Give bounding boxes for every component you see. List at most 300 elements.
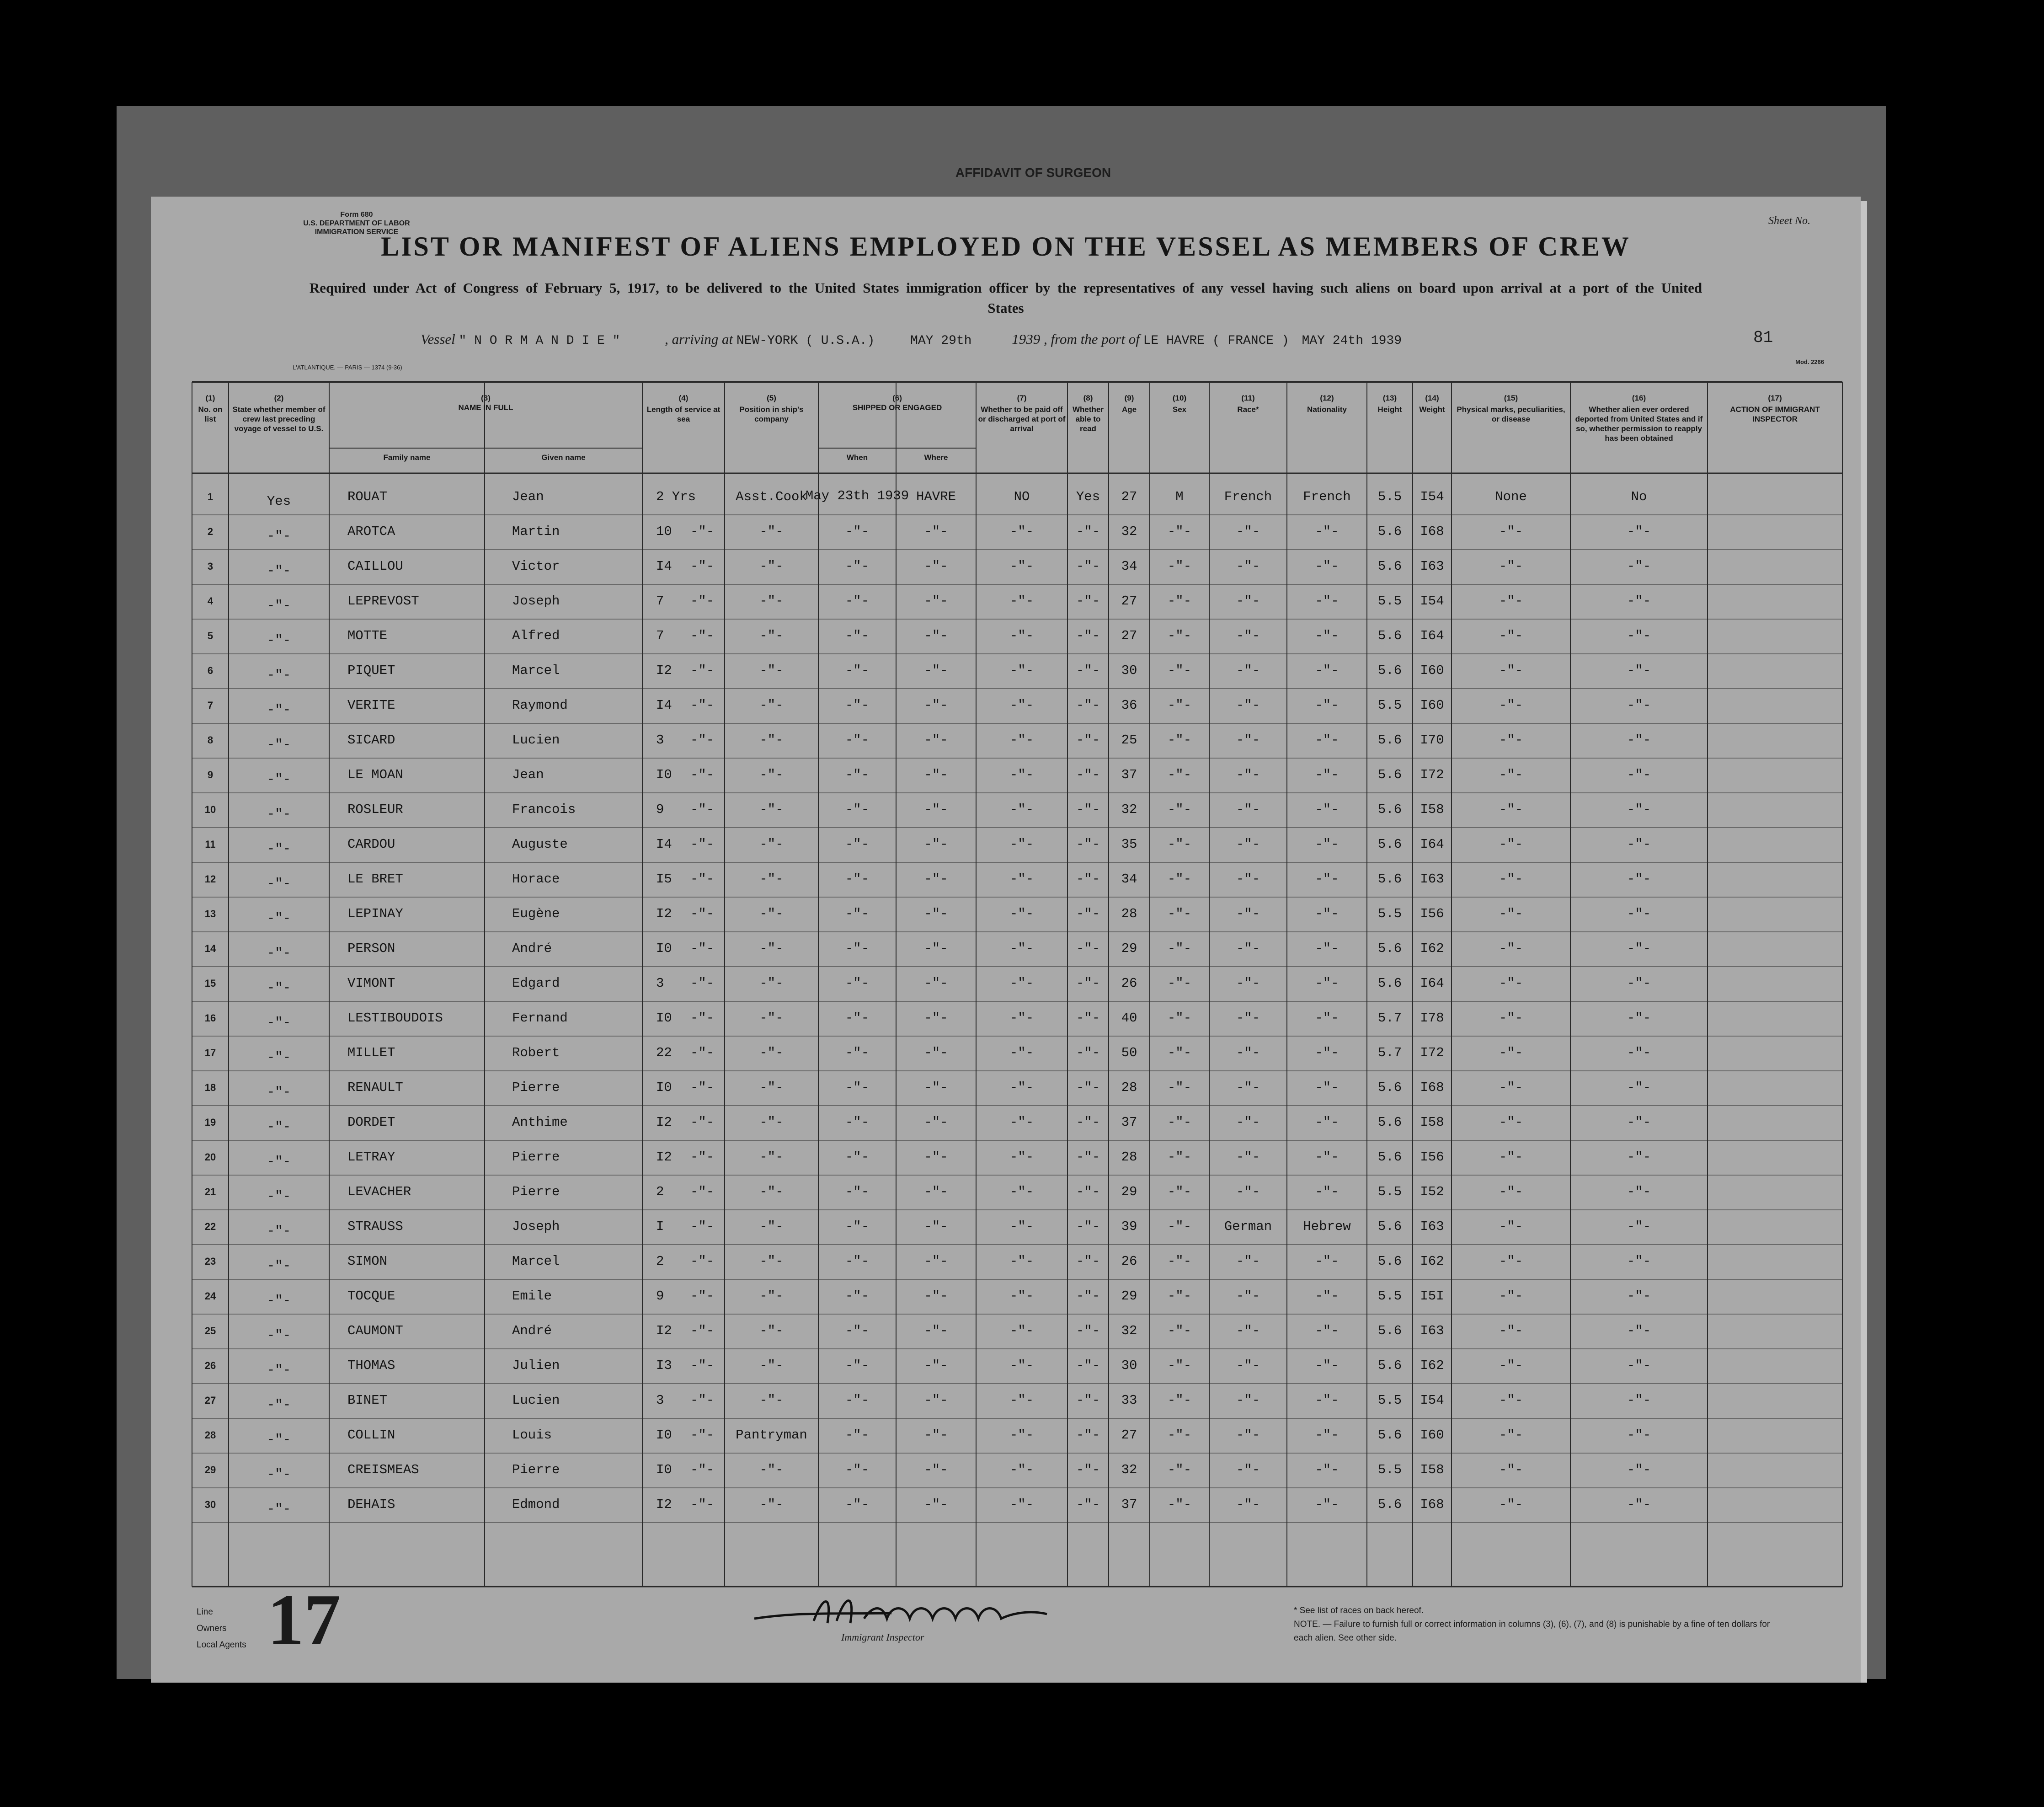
shipped-where-cell: -"- bbox=[924, 1288, 948, 1304]
age-cell: 26 bbox=[1121, 1254, 1137, 1269]
column-label: Whether alien ever ordered deported from United States and if so, whether permission to reapply has been obtained bbox=[1575, 405, 1703, 443]
race-cell: -"- bbox=[1236, 1080, 1260, 1095]
family-name-cell: CARDOU bbox=[347, 837, 395, 852]
height-cell: 5.6 bbox=[1377, 732, 1402, 748]
age-cell: 32 bbox=[1121, 802, 1137, 817]
column-header bbox=[1289, 393, 1365, 414]
read-cell: -"- bbox=[1076, 1497, 1100, 1512]
column-number: (10) bbox=[1172, 394, 1187, 402]
marks-cell: -"- bbox=[1499, 767, 1523, 782]
deported-cell: -"- bbox=[1627, 1149, 1651, 1165]
deported-cell: -"- bbox=[1627, 1254, 1651, 1269]
voyage-cell: -"- bbox=[267, 563, 291, 578]
shipped-where-cell: -"- bbox=[924, 1358, 948, 1373]
read-cell: -"- bbox=[1076, 802, 1100, 817]
read-cell: Yes bbox=[1076, 489, 1100, 504]
shipped-when-cell: -"- bbox=[845, 1323, 870, 1338]
given-name-cell: Julien bbox=[512, 1358, 560, 1373]
deported-cell: -"- bbox=[1627, 802, 1651, 817]
family-name-cell: LETRAY bbox=[347, 1149, 395, 1165]
read-cell: -"- bbox=[1076, 767, 1100, 782]
shipped-when-cell: -"- bbox=[845, 1184, 870, 1199]
row-number: 24 bbox=[204, 1290, 216, 1302]
arriving-label: , arriving at bbox=[665, 331, 733, 347]
departure-port: LE HAVRE ( FRANCE ) bbox=[1143, 334, 1289, 348]
position-cell: -"- bbox=[759, 1393, 784, 1408]
family-name-cell: LE MOAN bbox=[347, 767, 403, 782]
given-name-cell: André bbox=[512, 1323, 552, 1338]
paid-off-cell: -"- bbox=[1009, 1393, 1034, 1408]
deported-cell: -"- bbox=[1627, 906, 1651, 921]
paid-off-cell: -"- bbox=[1009, 1080, 1034, 1095]
column-label: NAME IN FULL bbox=[458, 403, 513, 412]
age-cell: 37 bbox=[1121, 1115, 1137, 1130]
sex-cell: -"- bbox=[1167, 559, 1192, 574]
shipped-when-cell: -"- bbox=[845, 1288, 870, 1304]
given-name-cell: Pierre bbox=[512, 1080, 560, 1095]
row-number: 8 bbox=[207, 734, 213, 746]
nationality-cell: -"- bbox=[1315, 767, 1339, 782]
given-name-cell: Marcel bbox=[512, 1254, 560, 1269]
column-header bbox=[331, 453, 483, 462]
column-label: Race* bbox=[1237, 405, 1259, 414]
service-cell: I2 bbox=[656, 1323, 672, 1338]
age-cell: 27 bbox=[1121, 1427, 1137, 1443]
row-number: 6 bbox=[207, 665, 213, 676]
deported-cell: -"- bbox=[1627, 976, 1651, 991]
service-cell: 7 bbox=[656, 593, 664, 609]
arrival-port: NEW-YORK ( U.S.A.) bbox=[736, 334, 875, 348]
position-cell: -"- bbox=[759, 1219, 784, 1234]
nationality-cell: -"- bbox=[1315, 1427, 1339, 1443]
height-cell: 5.6 bbox=[1377, 1497, 1402, 1512]
service-unit-cell: -"- bbox=[690, 593, 715, 609]
column-number: (1) bbox=[205, 394, 215, 402]
column-label: Weight bbox=[1419, 405, 1445, 414]
weight-cell: I56 bbox=[1420, 906, 1444, 921]
height-cell: 5.5 bbox=[1377, 1462, 1402, 1477]
deported-cell: -"- bbox=[1627, 1080, 1651, 1095]
service-unit-cell: -"- bbox=[690, 837, 715, 852]
family-name-cell: LEPINAY bbox=[347, 906, 403, 921]
column-header bbox=[820, 393, 974, 412]
service-unit-cell: -"- bbox=[690, 1184, 715, 1199]
paid-off-cell: -"- bbox=[1009, 1115, 1034, 1130]
column-number: (5) bbox=[767, 394, 776, 402]
service-cell: 9 bbox=[656, 802, 664, 817]
service-cell: I0 bbox=[656, 1462, 672, 1477]
position-cell: -"- bbox=[759, 1358, 784, 1373]
sex-cell: -"- bbox=[1167, 593, 1192, 609]
deported-cell: -"- bbox=[1627, 559, 1651, 574]
read-cell: -"- bbox=[1076, 593, 1100, 609]
race-cell: -"- bbox=[1236, 1358, 1260, 1373]
service-cell: I4 bbox=[656, 837, 672, 852]
voyage-cell: -"- bbox=[267, 529, 291, 544]
deported-cell: -"- bbox=[1627, 732, 1651, 748]
service-unit-cell: -"- bbox=[690, 524, 715, 539]
row-number: 19 bbox=[204, 1117, 216, 1128]
row-number: 20 bbox=[204, 1151, 216, 1163]
column-header bbox=[1110, 393, 1148, 414]
sheet-number: 81 bbox=[1753, 328, 1773, 347]
departure-date: MAY 24th 1939 bbox=[1302, 334, 1402, 348]
read-cell: -"- bbox=[1076, 871, 1100, 887]
shipped-when-cell: -"- bbox=[845, 732, 870, 748]
shipped-when-cell: -"- bbox=[845, 628, 870, 643]
family-name-cell: PERSON bbox=[347, 941, 395, 956]
age-cell: 32 bbox=[1121, 524, 1137, 539]
height-cell: 5.6 bbox=[1377, 628, 1402, 643]
deported-cell: -"- bbox=[1627, 1323, 1651, 1338]
age-cell: 28 bbox=[1121, 1149, 1137, 1165]
service-unit-cell: -"- bbox=[690, 1149, 715, 1165]
read-cell: -"- bbox=[1076, 1462, 1100, 1477]
nationality-cell: -"- bbox=[1315, 1393, 1339, 1408]
line-label: Line bbox=[197, 1607, 213, 1617]
paid-off-cell: -"- bbox=[1009, 976, 1034, 991]
race-cell: -"- bbox=[1236, 732, 1260, 748]
service-cell: I2 bbox=[656, 906, 672, 921]
height-cell: 5.5 bbox=[1377, 1184, 1402, 1199]
paid-off-cell: -"- bbox=[1009, 1288, 1034, 1304]
height-cell: 5.5 bbox=[1377, 593, 1402, 609]
row-number: 14 bbox=[204, 943, 216, 954]
paid-off-cell: -"- bbox=[1009, 1358, 1034, 1373]
vessel-label: Vessel bbox=[421, 331, 455, 347]
column-header bbox=[331, 393, 640, 412]
position-cell: -"- bbox=[759, 628, 784, 643]
read-cell: -"- bbox=[1076, 1184, 1100, 1199]
sex-cell: -"- bbox=[1167, 732, 1192, 748]
weight-cell: I58 bbox=[1420, 1462, 1444, 1477]
service-cell: I3 bbox=[656, 1358, 672, 1373]
family-name-cell: CAILLOU bbox=[347, 559, 403, 574]
paid-off-cell: -"- bbox=[1009, 1497, 1034, 1512]
race-cell: -"- bbox=[1236, 767, 1260, 782]
service-unit-cell: -"- bbox=[690, 941, 715, 956]
deported-cell: -"- bbox=[1627, 1462, 1651, 1477]
voyage-cell: -"- bbox=[267, 1085, 291, 1100]
age-cell: 28 bbox=[1121, 1080, 1137, 1095]
age-cell: 34 bbox=[1121, 559, 1137, 574]
sex-cell: -"- bbox=[1167, 1045, 1192, 1060]
family-name-cell: SIMON bbox=[347, 1254, 388, 1269]
position-cell: -"- bbox=[759, 1010, 784, 1026]
age-cell: 29 bbox=[1121, 1184, 1137, 1199]
shipped-where-cell: -"- bbox=[924, 1010, 948, 1026]
nationality-cell: -"- bbox=[1315, 1045, 1339, 1060]
race-cell: -"- bbox=[1236, 1115, 1260, 1130]
height-cell: 5.6 bbox=[1377, 524, 1402, 539]
family-name-cell: VIMONT bbox=[347, 976, 395, 991]
race-cell: French bbox=[1224, 489, 1272, 504]
family-name-cell: AROTCA bbox=[347, 524, 395, 539]
voyage-cell: -"- bbox=[267, 1432, 291, 1447]
given-name-cell: Raymond bbox=[512, 698, 568, 713]
nationality-cell: -"- bbox=[1315, 1184, 1339, 1199]
sex-cell: -"- bbox=[1167, 1427, 1192, 1443]
arrival-year: 1939 bbox=[1012, 331, 1041, 347]
column-header bbox=[486, 453, 640, 462]
age-cell: 28 bbox=[1121, 906, 1137, 921]
age-cell: 37 bbox=[1121, 767, 1137, 782]
shipped-when-cell: -"- bbox=[845, 559, 870, 574]
position-cell: -"- bbox=[759, 1115, 784, 1130]
voyage-cell: -"- bbox=[267, 737, 291, 752]
shipped-when-cell: -"- bbox=[845, 802, 870, 817]
service-cell: 9 bbox=[656, 1288, 664, 1304]
shipped-when-cell: -"- bbox=[845, 1080, 870, 1095]
position-cell: -"- bbox=[759, 524, 784, 539]
sex-cell: -"- bbox=[1167, 1080, 1192, 1095]
marks-cell: -"- bbox=[1499, 1358, 1523, 1373]
position-cell: -"- bbox=[759, 1045, 784, 1060]
paid-off-cell: -"- bbox=[1009, 1010, 1034, 1026]
position-cell: -"- bbox=[759, 1497, 784, 1512]
shipped-where-cell: -"- bbox=[924, 1080, 948, 1095]
family-name-cell: MILLET bbox=[347, 1045, 395, 1060]
height-cell: 5.6 bbox=[1377, 1254, 1402, 1269]
position-cell: -"- bbox=[759, 1149, 784, 1165]
service-cell: 3 bbox=[656, 1393, 664, 1408]
nationality-cell: -"- bbox=[1315, 559, 1339, 574]
voyage-cell: -"- bbox=[267, 1397, 291, 1412]
height-cell: 5.6 bbox=[1377, 663, 1402, 678]
weight-cell: I64 bbox=[1420, 976, 1444, 991]
marks-cell: -"- bbox=[1499, 559, 1523, 574]
row-number: 10 bbox=[204, 804, 216, 815]
given-name-cell: André bbox=[512, 941, 552, 956]
local-agents-label: Local Agents bbox=[197, 1640, 246, 1650]
shipped-where-cell: -"- bbox=[924, 802, 948, 817]
age-cell: 32 bbox=[1121, 1462, 1137, 1477]
race-cell: -"- bbox=[1236, 976, 1260, 991]
paid-off-cell: -"- bbox=[1009, 698, 1034, 713]
paid-off-cell: -"- bbox=[1009, 941, 1034, 956]
service-cell: I2 bbox=[656, 1115, 672, 1130]
marks-cell: None bbox=[1495, 489, 1527, 504]
marks-cell: -"- bbox=[1499, 698, 1523, 713]
weight-cell: I54 bbox=[1420, 489, 1444, 504]
read-cell: -"- bbox=[1076, 1323, 1100, 1338]
row-number: 22 bbox=[204, 1221, 216, 1232]
read-cell: -"- bbox=[1076, 559, 1100, 574]
service-cell: I2 bbox=[656, 663, 672, 678]
paid-off-cell: -"- bbox=[1009, 837, 1034, 852]
position-cell: -"- bbox=[759, 976, 784, 991]
sheet-label: Sheet No. bbox=[1768, 215, 1810, 227]
read-cell: -"- bbox=[1076, 941, 1100, 956]
sex-cell: -"- bbox=[1167, 1288, 1192, 1304]
sex-cell: -"- bbox=[1167, 802, 1192, 817]
footer-labels bbox=[197, 1604, 246, 1653]
shipped-when-cell: -"- bbox=[845, 976, 870, 991]
voyage-cell: -"- bbox=[267, 841, 291, 856]
age-cell: 35 bbox=[1121, 837, 1137, 852]
column-header bbox=[1572, 393, 1706, 443]
voyage-cell: -"- bbox=[267, 668, 291, 683]
paid-off-cell: -"- bbox=[1009, 524, 1034, 539]
family-name-cell: DORDET bbox=[347, 1115, 395, 1130]
marks-cell: -"- bbox=[1499, 628, 1523, 643]
read-cell: -"- bbox=[1076, 1149, 1100, 1165]
nationality-cell: -"- bbox=[1315, 663, 1339, 678]
read-cell: -"- bbox=[1076, 1254, 1100, 1269]
family-name-cell: ROSLEUR bbox=[347, 802, 403, 817]
column-label: Height bbox=[1377, 405, 1402, 414]
service-cell: I4 bbox=[656, 559, 672, 574]
shipped-where-cell: -"- bbox=[924, 698, 948, 713]
row-number: 27 bbox=[204, 1395, 216, 1406]
shipped-where-cell: -"- bbox=[924, 663, 948, 678]
service-unit-cell: -"- bbox=[690, 663, 715, 678]
sex-cell: -"- bbox=[1167, 1184, 1192, 1199]
voyage-cell: -"- bbox=[267, 980, 291, 995]
column-label: Nationality bbox=[1307, 405, 1347, 414]
row-number: 21 bbox=[204, 1186, 216, 1198]
printer-imprint: L'ATLANTIQUE. — PARIS — 1374 (9-36) bbox=[293, 364, 402, 371]
position-cell: -"- bbox=[759, 1080, 784, 1095]
nationality-cell: -"- bbox=[1315, 732, 1339, 748]
height-cell: 5.6 bbox=[1377, 1080, 1402, 1095]
column-label: Position in ship's company bbox=[739, 405, 804, 423]
sex-cell: -"- bbox=[1167, 1393, 1192, 1408]
column-header bbox=[644, 393, 723, 424]
voyage-cell: -"- bbox=[267, 1015, 291, 1030]
race-cell: -"- bbox=[1236, 941, 1260, 956]
shipped-when-cell: -"- bbox=[845, 1149, 870, 1165]
service-unit-cell: -"- bbox=[690, 559, 715, 574]
read-cell: -"- bbox=[1076, 732, 1100, 748]
weight-cell: I68 bbox=[1420, 524, 1444, 539]
department: U.S. DEPARTMENT OF LABOR bbox=[303, 219, 410, 227]
service-unit-cell: -"- bbox=[690, 1045, 715, 1060]
paid-off-cell: -"- bbox=[1009, 802, 1034, 817]
height-cell: 5.5 bbox=[1377, 1393, 1402, 1408]
given-name-cell: Victor bbox=[512, 559, 560, 574]
race-cell: -"- bbox=[1236, 663, 1260, 678]
voyage-cell: -"- bbox=[267, 1328, 291, 1343]
age-cell: 40 bbox=[1121, 1010, 1137, 1026]
race-cell: -"- bbox=[1236, 593, 1260, 609]
deported-cell: -"- bbox=[1627, 837, 1651, 852]
shipped-when-cell: -"- bbox=[845, 767, 870, 782]
sex-cell: -"- bbox=[1167, 1462, 1192, 1477]
owners-label: Owners bbox=[197, 1624, 227, 1633]
shipped-when-cell: -"- bbox=[845, 1497, 870, 1512]
marks-cell: -"- bbox=[1499, 524, 1523, 539]
service-cell: I0 bbox=[656, 1427, 672, 1443]
column-number: (2) bbox=[274, 394, 284, 402]
penalty-note: NOTE. — Failure to furnish full or correct information in columns (3), (6), (7), and (8) is punishable by a fine of ten dollars for each alien. See other side. bbox=[1294, 1620, 1770, 1643]
deported-cell: -"- bbox=[1627, 1288, 1651, 1304]
given-name-cell: Martin bbox=[512, 524, 560, 539]
race-cell: -"- bbox=[1236, 1497, 1260, 1512]
shipped-when-cell: -"- bbox=[845, 663, 870, 678]
service-cell: I5 bbox=[656, 871, 672, 887]
nationality-cell: -"- bbox=[1315, 906, 1339, 921]
height-cell: 5.6 bbox=[1377, 1427, 1402, 1443]
service-unit-cell: -"- bbox=[690, 1358, 715, 1373]
nationality-cell: -"- bbox=[1315, 1288, 1339, 1304]
shipped-where-cell: -"- bbox=[924, 1045, 948, 1060]
shipped-when-cell: -"- bbox=[845, 524, 870, 539]
nationality-cell: -"- bbox=[1315, 698, 1339, 713]
nationality-cell: -"- bbox=[1315, 1358, 1339, 1373]
sex-cell: -"- bbox=[1167, 1358, 1192, 1373]
voyage-cell: -"- bbox=[267, 807, 291, 822]
given-name-cell: Robert bbox=[512, 1045, 560, 1060]
sheet-stamp: 17 bbox=[267, 1579, 341, 1660]
service-unit-cell: -"- bbox=[690, 767, 715, 782]
position-cell: -"- bbox=[759, 871, 784, 887]
deported-cell: -"- bbox=[1627, 1358, 1651, 1373]
deported-cell: -"- bbox=[1627, 1219, 1651, 1234]
sex-cell: -"- bbox=[1167, 837, 1192, 852]
position-cell: -"- bbox=[759, 802, 784, 817]
paid-off-cell: -"- bbox=[1009, 1427, 1034, 1443]
sex-cell: -"- bbox=[1167, 1010, 1192, 1026]
marks-cell: -"- bbox=[1499, 1115, 1523, 1130]
deported-cell: -"- bbox=[1627, 1184, 1651, 1199]
height-cell: 5.7 bbox=[1377, 1010, 1402, 1026]
weight-cell: I64 bbox=[1420, 837, 1444, 852]
race-cell: -"- bbox=[1236, 906, 1260, 921]
voyage-cell: -"- bbox=[267, 1363, 291, 1378]
paid-off-cell: -"- bbox=[1009, 1184, 1034, 1199]
nationality-cell: -"- bbox=[1315, 871, 1339, 887]
service-cell: 2 bbox=[656, 1184, 664, 1199]
given-name-cell: Horace bbox=[512, 871, 560, 887]
family-name-cell: STRAUSS bbox=[347, 1219, 403, 1234]
service-unit-cell: -"- bbox=[690, 1219, 715, 1234]
marks-cell: -"- bbox=[1499, 732, 1523, 748]
weight-cell: I72 bbox=[1420, 1045, 1444, 1060]
shipped-where-cell: -"- bbox=[924, 1149, 948, 1165]
sex-cell: -"- bbox=[1167, 906, 1192, 921]
given-name-cell: Edmond bbox=[512, 1497, 560, 1512]
paid-off-cell: -"- bbox=[1009, 1254, 1034, 1269]
race-cell: -"- bbox=[1236, 837, 1260, 852]
column-label: Physical marks, peculiarities, or disease bbox=[1457, 405, 1565, 423]
family-name-cell: COLLIN bbox=[347, 1427, 395, 1443]
from-label: , from the port of bbox=[1043, 331, 1140, 347]
shipped-when-cell: -"- bbox=[845, 1219, 870, 1234]
row-number: 15 bbox=[204, 978, 216, 989]
sex-cell: -"- bbox=[1167, 698, 1192, 713]
column-number: (15) bbox=[1504, 394, 1518, 402]
nationality-cell: -"- bbox=[1315, 1254, 1339, 1269]
weight-cell: I63 bbox=[1420, 1323, 1444, 1338]
read-cell: -"- bbox=[1076, 1045, 1100, 1060]
column-number: (7) bbox=[1017, 394, 1027, 402]
marks-cell: -"- bbox=[1499, 941, 1523, 956]
inspector-label: Immigrant Inspector bbox=[841, 1631, 924, 1643]
shipped-where-cell: -"- bbox=[924, 628, 948, 643]
shipped-when-cell: May 23th 1939 bbox=[805, 488, 909, 503]
column-header bbox=[726, 393, 817, 424]
read-cell: -"- bbox=[1076, 1080, 1100, 1095]
family-name-cell: SICARD bbox=[347, 732, 395, 748]
service-unit-cell: -"- bbox=[690, 628, 715, 643]
service-unit-cell: -"- bbox=[690, 1462, 715, 1477]
race-cell: -"- bbox=[1236, 1045, 1260, 1060]
race-cell: -"- bbox=[1236, 628, 1260, 643]
weight-cell: I68 bbox=[1420, 1080, 1444, 1095]
deported-cell: -"- bbox=[1627, 1045, 1651, 1060]
age-cell: 26 bbox=[1121, 976, 1137, 991]
